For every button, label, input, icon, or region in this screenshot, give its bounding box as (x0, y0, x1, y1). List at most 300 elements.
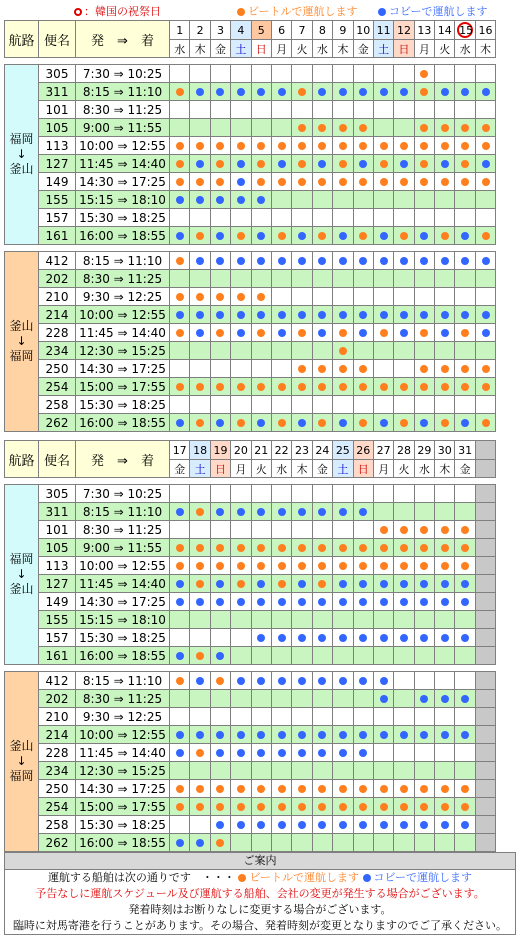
beetle-dot-icon (196, 178, 204, 186)
service-cell (333, 575, 353, 593)
flight-number: 161 (39, 647, 76, 665)
kobee-dot-icon (482, 88, 490, 96)
weekday-cell: 火 (251, 460, 271, 478)
service-cell (231, 780, 251, 798)
beetle-dot-icon (237, 232, 245, 240)
departure-arrival-time: 8:15 ⇒ 11:10 (76, 503, 170, 521)
beetle-dot-icon (196, 562, 204, 570)
service-cell (170, 209, 190, 227)
service-cell (475, 726, 495, 744)
service-cell (231, 816, 251, 834)
service-cell (271, 503, 291, 521)
service-cell (231, 65, 251, 83)
beetle-dot-icon (359, 544, 367, 552)
kobee-dot-icon (380, 88, 388, 96)
service-cell (190, 798, 210, 816)
service-cell (210, 191, 230, 209)
beetle-dot-icon (359, 178, 367, 186)
service-cell (475, 227, 495, 245)
service-cell (435, 485, 455, 503)
service-cell (190, 324, 210, 342)
service-cell (190, 647, 210, 665)
beetle-dot-icon (196, 580, 204, 588)
kobee-dot-icon (216, 652, 224, 660)
weekday-cell: 水 (312, 40, 332, 58)
flight-number: 305 (39, 485, 76, 503)
weekday-cell: 火 (292, 40, 312, 58)
service-cell (475, 155, 495, 173)
beetle-dot-icon (196, 419, 204, 427)
weekday-cell: 水 (271, 460, 291, 478)
service-cell (475, 485, 495, 503)
service-cell (353, 65, 373, 83)
kobee-dot-icon (257, 419, 265, 427)
table-row (5, 306, 496, 324)
service-cell (271, 288, 291, 306)
kobee-dot-icon (237, 178, 245, 186)
kobee-dot-icon (359, 598, 367, 606)
service-cell (170, 762, 190, 780)
service-cell (231, 672, 251, 690)
service-cell (271, 629, 291, 647)
service-cell (414, 155, 434, 173)
service-cell (333, 593, 353, 611)
service-cell (271, 65, 291, 83)
service-cell (353, 324, 373, 342)
beetle-dot-icon (298, 365, 306, 373)
weekday-cell: 日 (210, 460, 230, 478)
service-cell (394, 65, 414, 83)
service-cell (271, 816, 291, 834)
service-cell (170, 726, 190, 744)
service-cell (475, 593, 495, 611)
service-cell (475, 539, 495, 557)
service-cell (435, 306, 455, 324)
table-row (5, 378, 496, 396)
beetle-dot-icon (237, 419, 245, 427)
notice-line-tsushima: 臨時に対馬寄港を行うことがあります。その場合、発着時刻が変更となりますのでご了承ください。 (12, 919, 508, 932)
service-cell (292, 521, 312, 539)
table-row (5, 521, 496, 539)
table-row (5, 65, 496, 83)
kobee-dot-icon (278, 329, 286, 337)
service-cell (455, 672, 475, 690)
departure-arrival-time: 14:30 ⇒ 17:25 (76, 780, 170, 798)
service-cell (394, 252, 414, 270)
service-cell (170, 744, 190, 762)
beetle-dot-icon (420, 526, 428, 534)
kobee-dot-icon (257, 311, 265, 319)
service-cell (414, 191, 434, 209)
service-cell (435, 414, 455, 432)
service-cell (231, 270, 251, 288)
service-cell (353, 270, 373, 288)
service-cell (312, 726, 332, 744)
service-cell (394, 270, 414, 288)
service-cell (353, 137, 373, 155)
departure-arrival-time: 16:00 ⇒ 18:55 (76, 647, 170, 665)
kobee-dot-icon (318, 598, 326, 606)
service-cell (373, 65, 393, 83)
beetle-dot-icon (441, 383, 449, 391)
service-cell (475, 342, 495, 360)
service-cell (170, 647, 190, 665)
weekday-cell: 金 (353, 40, 373, 58)
service-cell (373, 83, 393, 101)
service-cell (190, 539, 210, 557)
service-cell (210, 780, 230, 798)
beetle-dot-icon (482, 365, 490, 373)
service-cell (455, 396, 475, 414)
kobee-dot-icon (298, 731, 306, 739)
beetle-dot-icon (257, 803, 265, 811)
service-cell (312, 378, 332, 396)
service-cell (292, 173, 312, 191)
service-cell (312, 798, 332, 816)
service-cell (455, 101, 475, 119)
service-cell (170, 306, 190, 324)
service-cell (455, 360, 475, 378)
table-row (5, 672, 496, 690)
service-cell (231, 593, 251, 611)
table-row (5, 834, 496, 852)
service-cell (251, 155, 271, 173)
service-cell (312, 209, 332, 227)
service-cell (394, 647, 414, 665)
service-cell (312, 396, 332, 414)
service-cell (292, 119, 312, 137)
service-cell (210, 798, 230, 816)
route-text: 福岡 ↓ 釜山 (9, 552, 34, 596)
kobee-dot-icon (176, 196, 184, 204)
service-cell (373, 414, 393, 432)
flight-number: 149 (39, 593, 76, 611)
kobee-dot-icon (420, 598, 428, 606)
service-cell (394, 227, 414, 245)
service-cell (170, 708, 190, 726)
kobee-dot-icon (339, 257, 347, 265)
service-cell (190, 816, 210, 834)
service-cell (394, 593, 414, 611)
kobee-dot-icon (380, 232, 388, 240)
table-row (5, 342, 496, 360)
service-cell (394, 726, 414, 744)
section-gap (5, 58, 496, 65)
service-cell (455, 209, 475, 227)
service-cell (414, 324, 434, 342)
kobee-dot-icon (420, 634, 428, 642)
service-cell (292, 744, 312, 762)
service-cell (271, 414, 291, 432)
service-cell (475, 65, 495, 83)
service-cell (435, 191, 455, 209)
service-cell (231, 83, 251, 101)
beetle-dot-icon (359, 232, 367, 240)
departure-arrival-time: 14:30 ⇒ 17:25 (76, 593, 170, 611)
header-route: 航路 (5, 21, 39, 58)
beetle-dot-icon (420, 70, 428, 78)
kobee-dot-icon (380, 695, 388, 703)
kobee-dot-icon (196, 160, 204, 168)
departure-arrival-time: 8:30 ⇒ 11:25 (76, 690, 170, 708)
beetle-dot-icon (441, 124, 449, 132)
service-cell (271, 173, 291, 191)
kobee-dot-icon (461, 634, 469, 642)
beetle-dot-icon (339, 562, 347, 570)
service-cell (333, 191, 353, 209)
section-gap (5, 665, 496, 672)
service-cell (435, 575, 455, 593)
beetle-dot-icon (461, 365, 469, 373)
service-cell (414, 101, 434, 119)
service-cell (292, 708, 312, 726)
service-cell (251, 816, 271, 834)
service-cell (394, 575, 414, 593)
service-cell (271, 101, 291, 119)
service-cell (271, 342, 291, 360)
beetle-dot-icon (298, 562, 306, 570)
kobee-dot-icon (318, 677, 326, 685)
departure-arrival-time: 11:45 ⇒ 14:40 (76, 575, 170, 593)
service-cell (251, 629, 271, 647)
service-cell (271, 155, 291, 173)
service-cell (333, 173, 353, 191)
service-cell (353, 485, 373, 503)
kobee-dot-icon (257, 257, 265, 265)
service-cell (251, 396, 271, 414)
service-cell (414, 629, 434, 647)
beetle-dot-icon (196, 785, 204, 793)
date-cell: 31 (455, 441, 475, 460)
service-cell (271, 762, 291, 780)
service-cell (312, 342, 332, 360)
beetle-dot-icon (461, 785, 469, 793)
beetle-dot-icon (482, 124, 490, 132)
kobee-dot-icon (176, 652, 184, 660)
kobee-dot-icon (461, 598, 469, 606)
service-cell (333, 521, 353, 539)
kobee-dot-icon (380, 677, 388, 685)
beetle-dot-icon (237, 580, 245, 588)
service-cell (435, 816, 455, 834)
beetle-dot-icon (237, 544, 245, 552)
beetle-dot-icon (400, 232, 408, 240)
flight-number: 258 (39, 396, 76, 414)
service-cell (394, 191, 414, 209)
service-cell (231, 342, 251, 360)
service-cell (414, 575, 434, 593)
service-cell (292, 306, 312, 324)
service-cell (353, 83, 373, 101)
service-cell (333, 378, 353, 396)
service-cell (210, 137, 230, 155)
service-cell (435, 119, 455, 137)
service-cell (292, 629, 312, 647)
service-cell (312, 629, 332, 647)
departure-arrival-time: 16:00 ⇒ 18:55 (76, 834, 170, 852)
kobee-dot-icon (278, 311, 286, 319)
service-cell (435, 173, 455, 191)
service-cell (292, 155, 312, 173)
flight-number: 311 (39, 83, 76, 101)
service-cell (251, 252, 271, 270)
table-row (5, 780, 496, 798)
service-cell (231, 539, 251, 557)
date-cell: 9 (333, 21, 353, 40)
kobee-dot-icon (441, 821, 449, 829)
kobee-dot-icon (257, 731, 265, 739)
service-cell (210, 396, 230, 414)
beetle-dot-icon (461, 142, 469, 150)
beetle-dot-icon (176, 803, 184, 811)
service-cell (210, 503, 230, 521)
departure-arrival-time: 8:15 ⇒ 11:10 (76, 252, 170, 270)
service-cell (394, 816, 414, 834)
beetle-dot-icon (176, 544, 184, 552)
beetle-dot-icon (420, 329, 428, 337)
service-cell (251, 342, 271, 360)
service-cell (475, 83, 495, 101)
table-row (5, 557, 496, 575)
kobee-dot-icon (298, 821, 306, 829)
service-cell (231, 744, 251, 762)
beetle-dot-icon (359, 803, 367, 811)
service-cell (455, 252, 475, 270)
service-cell (435, 227, 455, 245)
service-cell (414, 119, 434, 137)
service-cell (373, 798, 393, 816)
flight-number: 127 (39, 155, 76, 173)
service-cell (455, 690, 475, 708)
service-cell (475, 503, 495, 521)
service-cell (353, 611, 373, 629)
service-cell (353, 798, 373, 816)
service-cell (292, 672, 312, 690)
kobee-dot-icon (441, 731, 449, 739)
legend-kobee: コビーで運航します (378, 3, 488, 19)
date-cell: 6 (271, 21, 291, 40)
beetle-dot-icon (359, 365, 367, 373)
beetle-dot-icon (400, 544, 408, 552)
table-row (5, 726, 496, 744)
service-cell (251, 575, 271, 593)
flight-number: 157 (39, 629, 76, 647)
beetle-dot-icon (216, 160, 224, 168)
kobee-dot-icon (420, 731, 428, 739)
service-cell (170, 629, 190, 647)
beetle-dot-icon (216, 383, 224, 391)
service-cell (210, 306, 230, 324)
service-cell (210, 629, 230, 647)
service-cell (210, 324, 230, 342)
service-cell (190, 101, 210, 119)
kobee-dot-icon (196, 311, 204, 319)
service-cell (414, 539, 434, 557)
kobee-dot-icon (237, 749, 245, 757)
service-cell (292, 65, 312, 83)
departure-arrival-time: 8:30 ⇒ 11:25 (76, 521, 170, 539)
service-cell (414, 672, 434, 690)
weekday-cell: 木 (333, 40, 353, 58)
service-cell (475, 762, 495, 780)
kobee-dot-icon (380, 731, 388, 739)
beetle-dot-icon (339, 785, 347, 793)
flight-number: 214 (39, 306, 76, 324)
service-cell (475, 396, 495, 414)
departure-arrival-time: 7:30 ⇒ 10:25 (76, 65, 170, 83)
service-cell (435, 270, 455, 288)
beetle-dot-icon (318, 785, 326, 793)
beetle-dot-icon (176, 142, 184, 150)
beetle-dot-icon (257, 544, 265, 552)
service-cell (292, 557, 312, 575)
kobee-dot-icon (482, 160, 490, 168)
service-cell (210, 252, 230, 270)
service-cell (394, 209, 414, 227)
beetle-dot-icon (216, 562, 224, 570)
kobee-dot-icon (237, 677, 245, 685)
beetle-dot-icon (482, 419, 490, 427)
table-row (5, 288, 496, 306)
service-cell (210, 744, 230, 762)
service-cell (190, 173, 210, 191)
departure-arrival-time: 8:15 ⇒ 11:10 (76, 672, 170, 690)
kobee-dot-icon (257, 580, 265, 588)
service-cell (333, 414, 353, 432)
service-cell (353, 834, 373, 852)
kobee-dot-icon (400, 311, 408, 319)
kobee-dot-icon (461, 731, 469, 739)
table-row (5, 708, 496, 726)
service-cell (455, 611, 475, 629)
service-cell (312, 593, 332, 611)
beetle-dot-icon (257, 785, 265, 793)
service-cell (190, 155, 210, 173)
service-cell (373, 647, 393, 665)
service-cell (190, 780, 210, 798)
kobee-dot-icon (461, 311, 469, 319)
kobee-dot-icon (176, 311, 184, 319)
beetle-dot-icon (339, 124, 347, 132)
beetle-dot-icon (359, 124, 367, 132)
service-cell (333, 324, 353, 342)
table-row (5, 798, 496, 816)
beetle-dot-icon (237, 803, 245, 811)
service-cell (190, 378, 210, 396)
flight-number: 250 (39, 780, 76, 798)
kobee-dot-icon (420, 821, 428, 829)
service-cell (190, 65, 210, 83)
service-cell (210, 83, 230, 101)
service-cell (231, 798, 251, 816)
beetle-dot-icon (339, 347, 347, 355)
service-cell (455, 593, 475, 611)
kobee-dot-icon (318, 731, 326, 739)
service-cell (475, 798, 495, 816)
orange-dot-icon (237, 8, 245, 16)
kobee-dot-icon (482, 311, 490, 319)
kobee-dot-icon (359, 634, 367, 642)
service-cell (170, 342, 190, 360)
beetle-dot-icon (237, 562, 245, 570)
flight-number: 250 (39, 360, 76, 378)
service-cell (333, 342, 353, 360)
kobee-dot-icon (400, 257, 408, 265)
kobee-dot-icon (257, 821, 265, 829)
kobee-dot-icon (461, 257, 469, 265)
service-cell (231, 209, 251, 227)
service-cell (414, 378, 434, 396)
